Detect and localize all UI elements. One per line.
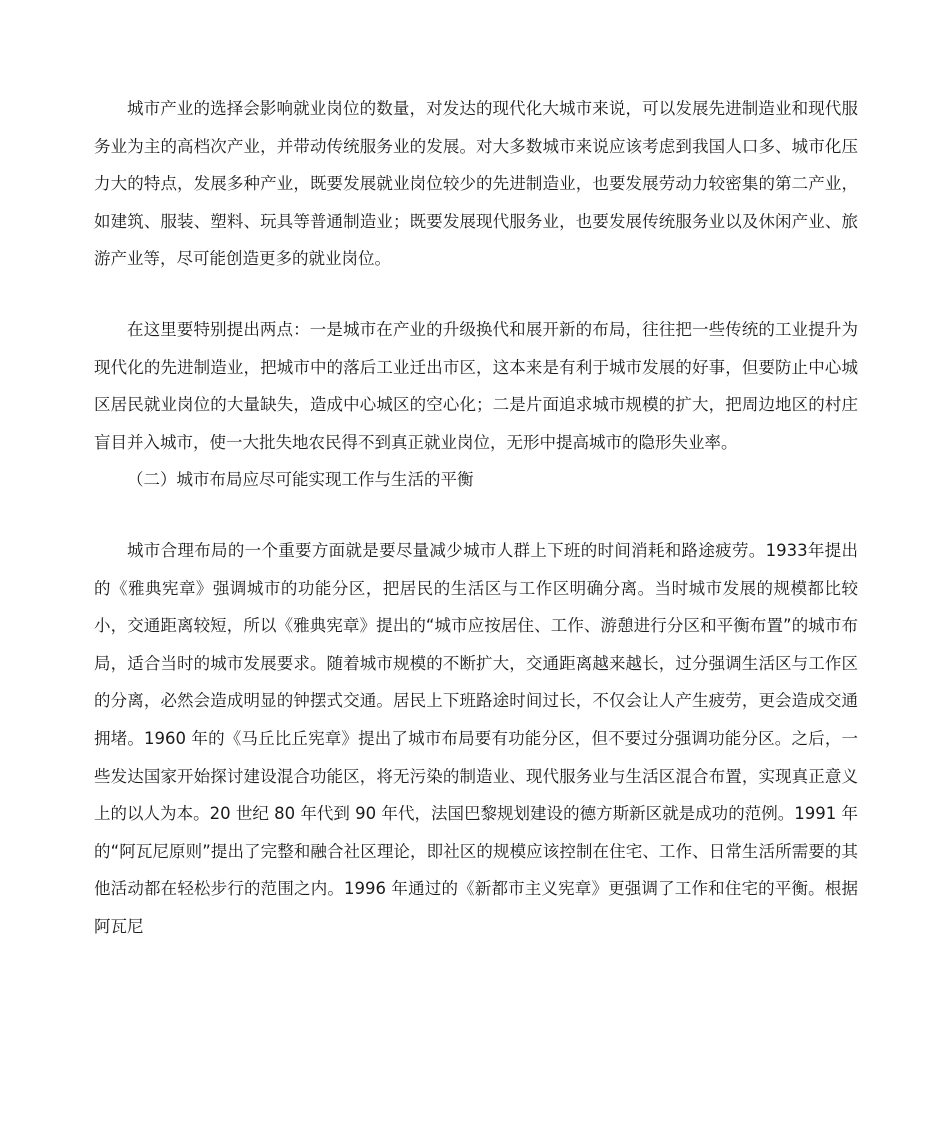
section-heading: （二）城市布局应尽可能实现工作与生活的平衡 [127,470,474,490]
document-page [94,90,858,945]
paragraph-industry-choice: 城市产业的选择会影响就业岗位的数量，对发达的现代化大城市来说，可以发展先进制造业和现代服务业为主的高档次产业，并带动传统服务业的发展。对大多数城市来说应该考虑到我国人口多、城市化压力大的特点，发展多种产业，既要发展就业岗位较少的先进制造业，也要发展劳动力较密集的第二产业，如建筑、服装、塑料、玩具等普通制造业；既要发展现代服务业，也要发展传统服务业以及休闲产业、旅游产业等，尽可能创造更多的就业岗位。 [94,99,858,269]
paragraph-urban-layout: 城市合理布局的一个重要方面就是要尽量减少城市人群上下班的时间消耗和路途疲劳。1933年提出的《雅典宪章》强调城市的功能分区，把居民的生活区与工作区明确分离。当时城市发展的规模都比较小，交通距离较短，所以《雅典宪章》提出的“城市应按居住、工作、游憩进行分区和平衡布置”的城市布局，适合当时的城市发展要求。随着城市规模的不断扩大，交通距离越来越长，过分强调生活区与工作区的分离，必然会造成明显的钟摆式交通。居民上下班路途时间过长，不仅会让人产生疲劳，更会造成交通拥堵。1960 年的《马丘比丘宪章》提出了城市布局要有功能分区，但不要过分强调功能分区。之后，一些发达国家开始探讨建设混合功能区，将无污染的制造业、现代服务业与生活区混合布置，实现真正意义上的以人为本。20 世纪 80 年代到 90 年代，法国巴黎规划建设的德方斯新区就是成功的范例。1991 年的“阿瓦尼原则”提出了完整和融合社区理论，即社区的规模应该控制在住宅、工作、日常生活所需要的其他活动都在轻松步行的范围之内。1996 年通过的《新都市主义宪章》更强调了工作和住宅的平衡。根据阿瓦尼 [94,540,858,936]
paragraph-two-points: 在这里要特别提出两点：一是城市在产业的升级换代和展开新的布局，往往把一些传统的工业提升为现代化的先进制造业，把城市中的落后工业迁出市区，这本来是有利于城市发展的好事，但要防止中心城区居民就业岗位的大量缺失，造成中心城区的空心化；二是片面追求城市规模的扩大，把周边地区的村庄盲目并入城市，使一大批失地农民得不到真正就业岗位，无形中提高城市的隐形失业率。 [94,319,858,452]
